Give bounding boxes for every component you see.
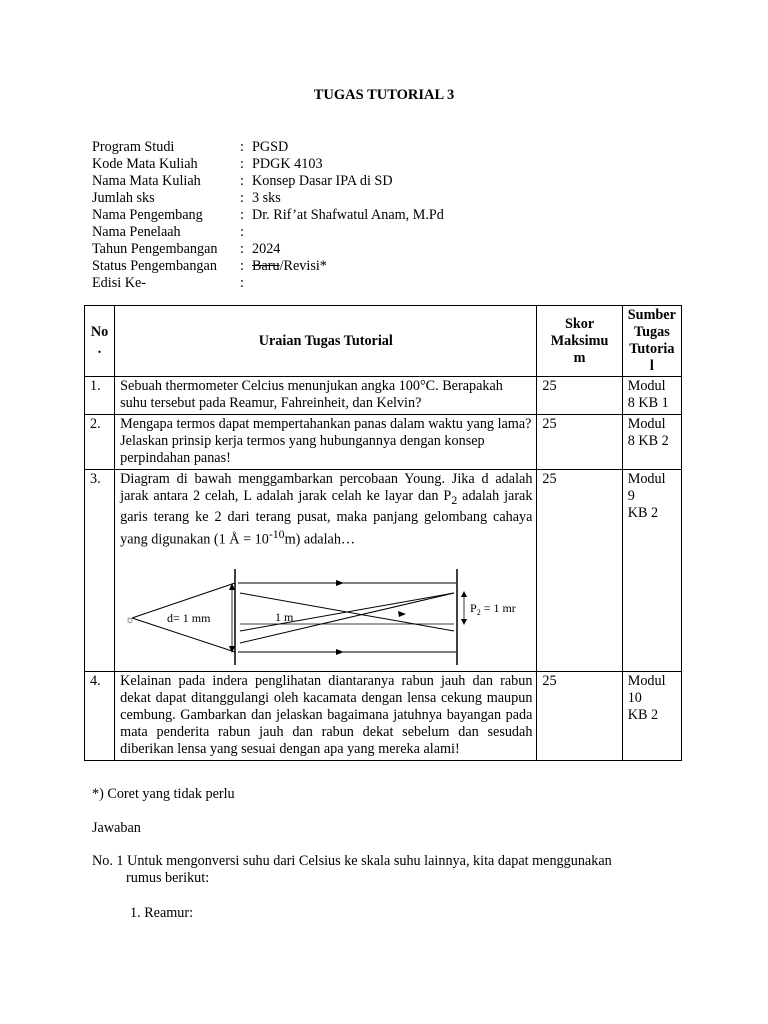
cell-description: Kelainan pada indera penglihatan diantaranya rabun jauh dan rabun dekat dapat ditanggulangi oleh kacamata dengan lensa cekung maupun cembung. Gambarkan dan jelaskan bagaimana jatuhnya bayangan pada mata penderita rabun jauh dan rabun dekat sebelum dan sesudah diberikan lensa yang sesuai dengan apa yang mereka alami! bbox=[115, 671, 537, 760]
meta-row-year bbox=[92, 241, 444, 258]
meta-value: Dr. Rif’at Shafwatul Anam, M.Pd bbox=[252, 207, 444, 223]
meta-row-status bbox=[92, 258, 444, 275]
cell-source bbox=[622, 415, 681, 470]
source-line: Modul bbox=[627, 378, 666, 394]
header-source-line: l bbox=[649, 358, 654, 374]
cell-no: 1. bbox=[85, 377, 115, 415]
young-experiment-diagram bbox=[120, 561, 522, 669]
meta-label: Nama Pengembang bbox=[92, 207, 203, 223]
diagram-label-p: P bbox=[470, 600, 477, 615]
meta-separator: : bbox=[240, 258, 244, 274]
meta-value: Konsep Dasar IPA di SD bbox=[252, 173, 393, 189]
source-line: 9 bbox=[627, 488, 635, 504]
meta-row-course-code bbox=[92, 156, 444, 173]
tutorial-task-table bbox=[84, 305, 682, 761]
source-line: 8 KB 1 bbox=[627, 395, 669, 411]
header-score-line: Skor bbox=[564, 315, 595, 332]
header-source bbox=[622, 306, 681, 377]
cell-description: Mengapa termos dapat mempertahankan panas dalam waktu yang lama? Jelaskan prinsip kerja termos yang hubungannya dengan konsep perpindahan panas! bbox=[115, 415, 537, 470]
cell-source bbox=[622, 671, 681, 760]
meta-separator: : bbox=[240, 156, 244, 172]
struck-option: Baru bbox=[252, 258, 280, 274]
table-row bbox=[85, 415, 682, 470]
cell-source bbox=[622, 470, 681, 672]
meta-label: Program Studi bbox=[92, 139, 175, 155]
meta-label: Kode Mata Kuliah bbox=[92, 156, 198, 172]
meta-row-edition bbox=[92, 275, 444, 292]
meta-value bbox=[252, 258, 327, 275]
table-header-row bbox=[85, 306, 682, 377]
answer-no1-continuation: rumus berikut: bbox=[126, 870, 210, 886]
meta-row-program bbox=[92, 139, 444, 156]
cell-score: 25 bbox=[537, 377, 622, 415]
meta-value: 3 sks bbox=[252, 190, 281, 206]
header-max-score bbox=[537, 306, 622, 377]
source-line: Modul bbox=[627, 416, 666, 432]
header-score-line: m bbox=[573, 349, 586, 366]
meta-row-developer bbox=[92, 207, 444, 224]
source-line: 10 bbox=[627, 689, 642, 706]
header-description: Uraian Tugas Tutorial bbox=[115, 306, 537, 377]
meta-separator: : bbox=[240, 207, 244, 223]
answer-heading: Jawaban bbox=[92, 820, 141, 836]
source-line: Modul bbox=[627, 672, 666, 689]
cell-source bbox=[622, 377, 681, 415]
table-row bbox=[85, 377, 682, 415]
meta-label: Nama Mata Kuliah bbox=[92, 173, 201, 189]
meta-row-reviewer bbox=[92, 224, 444, 241]
meta-row-course-name bbox=[92, 173, 444, 190]
document-title: TUGAS TUTORIAL 3 bbox=[313, 87, 455, 103]
cell-score: 25 bbox=[537, 470, 622, 672]
meta-separator: : bbox=[240, 139, 244, 155]
meta-separator: : bbox=[240, 275, 244, 291]
source-line: KB 2 bbox=[627, 706, 659, 723]
meta-separator: : bbox=[240, 173, 244, 189]
answer-item-reamur: 1. Reamur: bbox=[130, 905, 194, 921]
header-no bbox=[85, 306, 115, 377]
cell-score: 25 bbox=[537, 671, 622, 760]
cell-description: Sebuah thermometer Celcius menunjukan angka 100°C. Berapakah suhu tersebut pada Reamur, Fahreinheit, dan Kelvin? bbox=[115, 377, 537, 415]
description-text: Diagram di bawah menggambarkan percobaan Young. Jika d adalah jarak antara 2 celah, L adalah jarak celah ke layar dan P bbox=[120, 471, 533, 504]
remaining-option: /Revisi* bbox=[279, 258, 327, 274]
header-score-line: Maksimu bbox=[550, 332, 609, 349]
header-no-line: No bbox=[90, 324, 109, 340]
description-text: adalah jarak garis terang ke 2 dari terang pusat, maka panjang gelombang cahaya yang digunakan (1 Å = 10 bbox=[120, 488, 533, 548]
meta-label: Tahun Pengembangan bbox=[92, 241, 218, 257]
light-source-icon: ☼ bbox=[125, 613, 136, 626]
header-source-line: Tutoria bbox=[629, 341, 675, 357]
subscript: 2 bbox=[451, 492, 458, 507]
table-row bbox=[85, 671, 682, 760]
source-line: KB 2 bbox=[627, 505, 659, 521]
answer-no1 bbox=[92, 853, 682, 887]
meta-value: PDGK 4103 bbox=[252, 156, 323, 172]
meta-separator: : bbox=[240, 190, 244, 206]
header-source-line: Tugas bbox=[633, 324, 670, 340]
description-text: m) adalah… bbox=[284, 531, 356, 548]
cell-score: 25 bbox=[537, 415, 622, 470]
cell-no: 4. bbox=[85, 671, 115, 760]
meta-separator: : bbox=[240, 241, 244, 257]
header-no-line: . bbox=[97, 341, 102, 357]
source-line: 8 KB 2 bbox=[627, 433, 669, 449]
source-line: Modul bbox=[627, 471, 666, 487]
diagram-label-p-sub: 2 bbox=[476, 607, 481, 617]
meta-label: Status Pengembangan bbox=[92, 258, 217, 274]
meta-label: Nama Penelaah bbox=[92, 224, 181, 240]
meta-label: Edisi Ke- bbox=[92, 275, 146, 291]
cell-no: 2. bbox=[85, 415, 115, 470]
answer-no1-lead: No. 1 Untuk mengonversi suhu dari Celsius ke skala suhu lainnya, kita dapat menggunakan bbox=[92, 853, 612, 869]
diagram-label-l: 1 m bbox=[275, 609, 294, 624]
meta-value: PGSD bbox=[252, 139, 289, 155]
superscript: -10 bbox=[268, 526, 285, 541]
footnote: *) Coret yang tidak perlu bbox=[92, 786, 235, 802]
meta-row-credits bbox=[92, 190, 444, 207]
diagram-label-d: d= 1 mm bbox=[167, 610, 211, 625]
cell-no: 3. bbox=[85, 470, 115, 672]
header-source-line: Sumber bbox=[627, 307, 676, 323]
diagram-label-p2 bbox=[470, 601, 516, 617]
course-metadata bbox=[92, 139, 444, 292]
meta-value: 2024 bbox=[252, 241, 281, 257]
cell-description bbox=[115, 470, 537, 672]
diagram-label-p-rest: = 1 mr bbox=[480, 600, 516, 615]
meta-separator: : bbox=[240, 224, 244, 240]
table-row bbox=[85, 470, 682, 672]
meta-label: Jumlah sks bbox=[92, 190, 155, 206]
